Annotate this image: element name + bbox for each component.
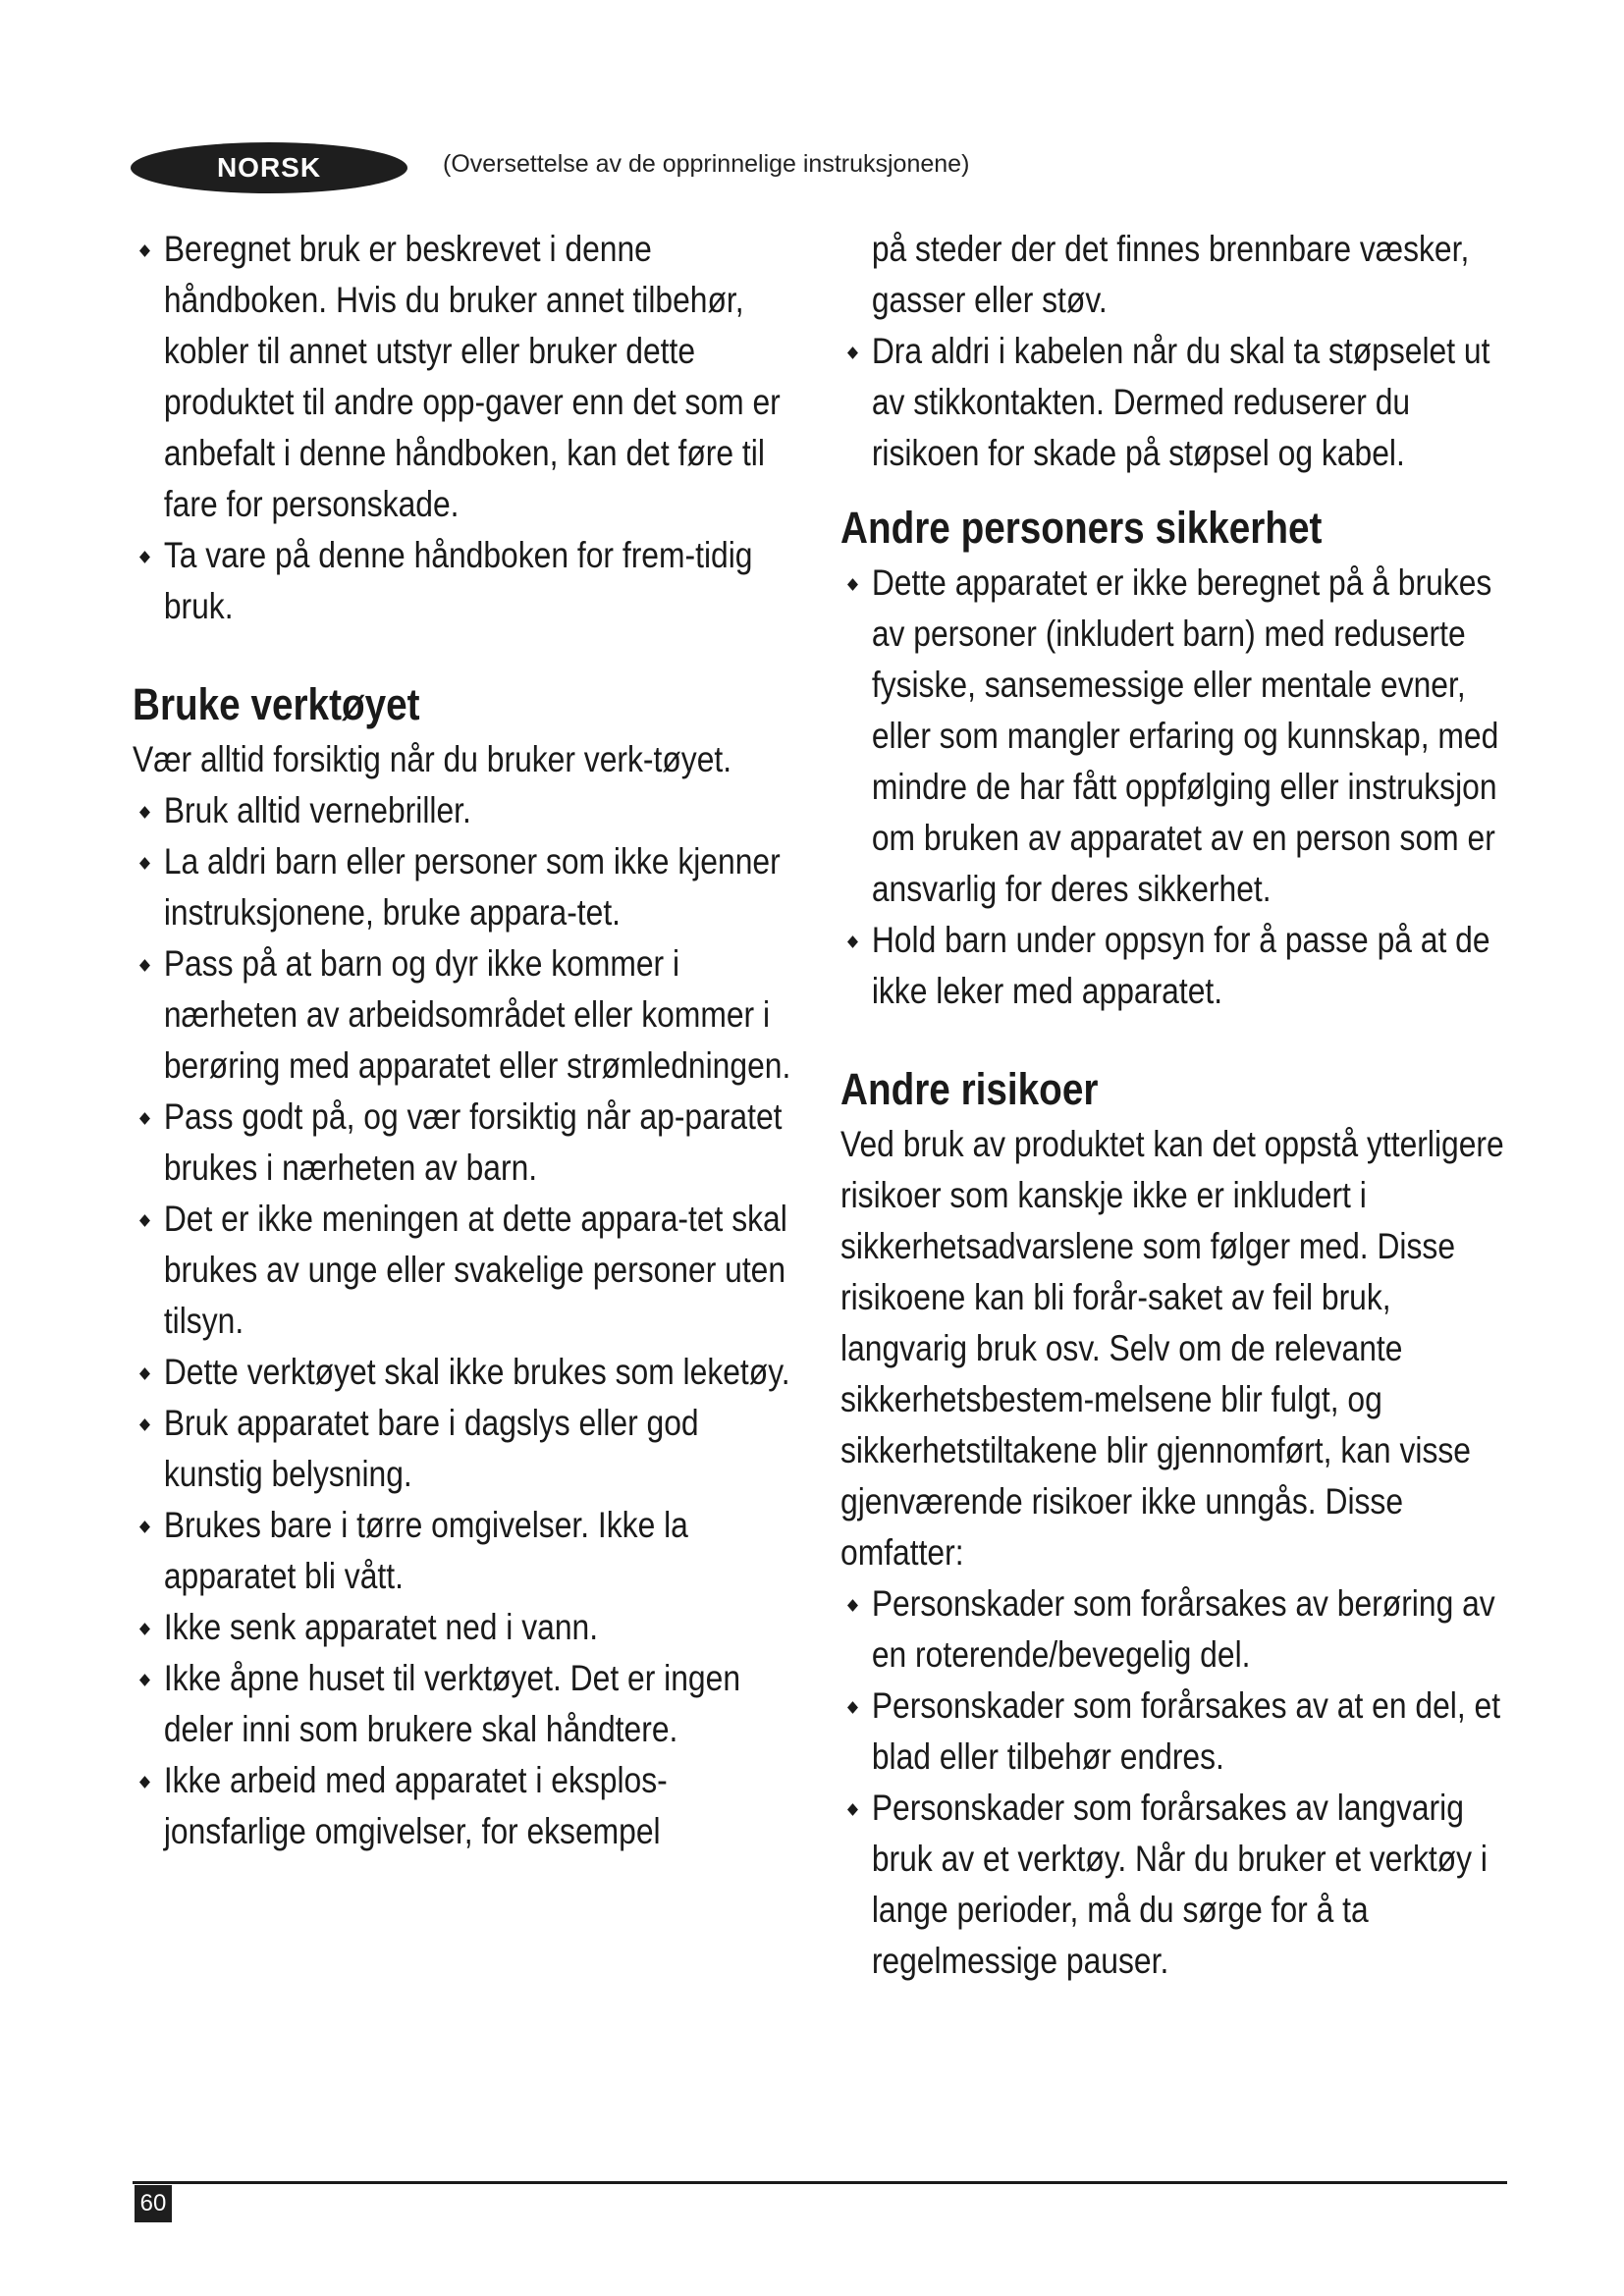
list-item-text: La aldri barn eller personer som ikke kjenner instruksjonene, bruke appara-tet. [163, 841, 781, 933]
diamond-bullet-icon [847, 578, 858, 591]
list-item [133, 530, 799, 632]
diamond-bullet-icon [139, 551, 150, 563]
diamond-bullet-icon [139, 1623, 150, 1635]
list-item [133, 836, 799, 938]
section-intro: Ved bruk av produktet kan det oppstå ytterligere risikoer som kanskje ikke er inkludert i sikkerhetsadvarslene som følger med. Disse risikoene kan bli forår-saket av feil bruk, langvarig bruk osv. Selv om de relevante sikkerhetsbestem-melsene blir fulgt, og sikkerhetstiltakene blir gjennomført, kan visse gjenværende risikoer ikke unngås. Disse omfatter: [840, 1124, 1504, 1573]
section-others-safety [840, 558, 1507, 1017]
list-item-text: Dette verktøyet skal ikke brukes som leketøy. [163, 1352, 790, 1392]
list-item-text: Beregnet bruk er beskrevet i denne håndboken. Hvis du bruker annet tilbehør, kobler til annet utstyr eller bruker dette produktet til andre opp-gaver enn det som er anbefalt i denne håndboken, kan det føre til fare for personskade. [163, 229, 781, 524]
list-item [840, 1578, 1507, 1681]
section-intro: Vær alltid forsiktig når du bruker verk-tøyet. [133, 739, 732, 779]
diamond-bullet-icon [139, 1521, 150, 1533]
diamond-bullet-icon [139, 1674, 150, 1686]
list-item [840, 1783, 1507, 1987]
list-item [133, 1347, 799, 1398]
list-item-text: Dra aldri i kabelen når du skal ta støpselet ut av stikkontakten. Dermed reduserer du risikoen for skade på støpsel og kabel. [871, 331, 1490, 473]
diamond-bullet-icon [139, 857, 150, 870]
list-item-text: Brukes bare i tørre omgivelser. Ikke la apparatet bli vått. [163, 1505, 688, 1596]
list-item-continuation [840, 224, 1507, 326]
diamond-bullet-icon [847, 1701, 858, 1714]
section-using-tool [133, 734, 799, 1857]
list-item-text: Ikke senk apparatet ned i vann. [163, 1607, 599, 1647]
list-item [840, 326, 1507, 479]
diamond-bullet-icon [139, 1214, 150, 1227]
list-item-text: Personskader som forårsakes av langvarig bruk av et verktøy. Når du bruker et verktøy i lange perioder, må du sørge for å ta regelmessige pauser. [871, 1788, 1488, 1981]
language-badge: NORSK [131, 142, 407, 193]
list-item-text: på steder der det finnes brennbare væsker, gasser eller støv. [871, 229, 1470, 320]
list-item [133, 1500, 799, 1602]
left-column [133, 224, 796, 1857]
diamond-bullet-icon [139, 1112, 150, 1125]
list-item-text: Ta vare på denne håndboken for frem-tidig bruk. [163, 535, 753, 626]
list-item [133, 938, 799, 1092]
diamond-bullet-icon [847, 935, 858, 948]
list-item-text: Pass på at barn og dyr ikke kommer i nærheten av arbeidsområdet eller kommer i berøring med apparatet eller strømledningen. [163, 943, 791, 1086]
translation-subtitle: (Oversettelse av de opprinnelige instruksjonene) [443, 150, 970, 178]
list-item-text: Personskader som forårsakes av at en del, et blad eller tilbehør endres. [871, 1685, 1501, 1777]
section-other-risks [840, 1119, 1507, 1987]
list-item [133, 785, 799, 836]
intro-bullet-list [133, 224, 799, 632]
list-item-text: Ikke åpne huset til verktøyet. Det er ingen deler inni som brukere skal håndtere. [163, 1658, 741, 1749]
list-item-text: Pass godt på, og vær forsiktig når ap-paratet brukes i nærheten av barn. [163, 1096, 783, 1188]
list-item [133, 1092, 799, 1194]
list-item-text: Det er ikke meningen at dette appara-tet skal brukes av unge eller svakelige personer uten tilsyn. [163, 1199, 787, 1341]
list-item-text: Hold barn under oppsyn for å passe på at de ikke leker med apparatet. [871, 920, 1490, 1011]
section-heading-other-risks: Andre risikoer [840, 1064, 1099, 1114]
continued-bullets [840, 224, 1507, 479]
list-item [133, 224, 799, 530]
list-item-text: Bruk apparatet bare i dagslys eller god kunstig belysning. [163, 1403, 699, 1494]
right-column [840, 224, 1508, 1987]
diamond-bullet-icon [139, 806, 150, 819]
diamond-bullet-icon [139, 244, 150, 257]
footer-divider [133, 2181, 1507, 2184]
list-item [133, 1194, 799, 1347]
list-item [840, 558, 1507, 915]
list-item [133, 1653, 799, 1755]
diamond-bullet-icon [139, 1418, 150, 1431]
list-item-text: Dette apparatet er ikke beregnet på å brukes av personer (inkludert barn) med reduserte fysiske, sansemessige eller mentale evner, eller som mangler erfaring og kunnskap, med mindre de har fått oppfølging eller instruksjon om bruken av apparatet av en person som er ansvarlig for deres sikkerhet. [871, 562, 1499, 909]
section-heading-others-safety: Andre personers sikkerhet [840, 503, 1323, 553]
diamond-bullet-icon [139, 959, 150, 972]
list-item [840, 1681, 1507, 1783]
list-item [133, 1398, 799, 1500]
list-item-text: Ikke arbeid med apparatet i eksplos-jonsfarlige omgivelser, for eksempel [163, 1760, 668, 1851]
page-number: 60 [135, 2185, 172, 2222]
diamond-bullet-icon [847, 347, 858, 359]
diamond-bullet-icon [139, 1776, 150, 1789]
list-item [133, 1755, 799, 1857]
section-heading-using-tool: Bruke verktøyet [133, 679, 420, 729]
diamond-bullet-icon [139, 1367, 150, 1380]
diamond-bullet-icon [847, 1803, 858, 1816]
list-item [840, 915, 1507, 1017]
list-item [133, 1602, 799, 1653]
diamond-bullet-icon [847, 1599, 858, 1612]
list-item-text: Personskader som forårsakes av berøring av en roterende/bevegelig del. [871, 1583, 1495, 1675]
list-item-text: Bruk alltid vernebriller. [163, 790, 471, 830]
